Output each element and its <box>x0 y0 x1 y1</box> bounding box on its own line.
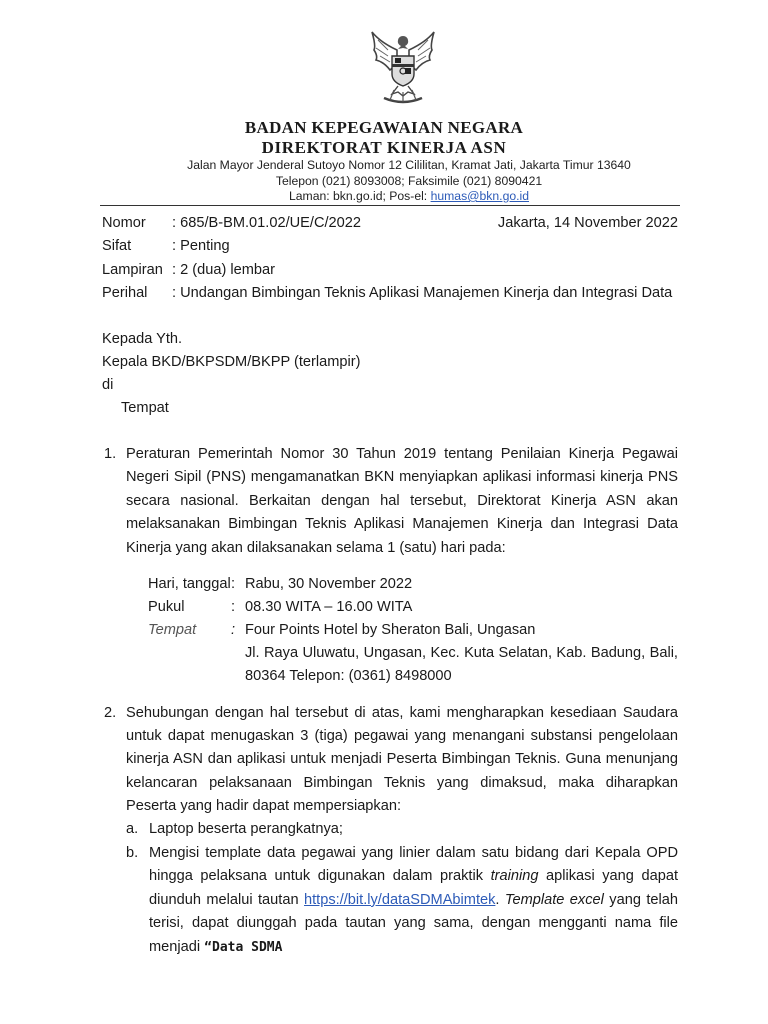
lampiran-label: Lampiran <box>102 262 163 278</box>
item-b-part4: yang telah terisi, dapat diunggah pada tautan yang sama, dengan mengganti nama file menjadi <box>149 891 678 955</box>
perihal-label: Perihal <box>102 285 148 301</box>
recipient-di: di <box>102 377 114 393</box>
item-a-label: a. <box>126 821 139 837</box>
item-b-template-excel: Template excel <box>504 891 604 908</box>
directorate-name: DIREKTORAT KINERJA ASN <box>261 138 507 157</box>
time-label: Pukul <box>148 599 185 615</box>
web-prefix: Laman: bkn.go.id; Pos-el: <box>288 189 431 203</box>
point-2-number: 2. <box>104 705 117 721</box>
day-value: Rabu, 30 November 2022 <box>245 576 413 592</box>
web-email-line <box>0 189 768 203</box>
header-divider <box>100 205 680 206</box>
place-label: Tempat <box>148 622 197 638</box>
day-label: Hari, tanggal <box>148 576 231 592</box>
item-a-text: Laptop beserta perangkatnya; <box>149 821 343 837</box>
address-line: Jalan Mayor Jenderal Sutoyo Nomor 12 Cililitan, Kramat Jati, Jakarta Timur 13640 <box>187 158 631 172</box>
point-1-text: Peraturan Pemerintah Nomor 30 Tahun 2019 tentang Penilaian Kinerja Pegawai Negeri Sipil (PNS) mengamanatkan BKN menyiapkan aplikasi informasi kinerja PNS secara nasional. Berkaitan dengan hal tersebut, Direktorat Kinerja ASN akan melaksanakan Bimbingan Teknis Aplikasi Manajemen Kinerja dan Integrasi Data Kinerja yang akan dilaksanakan selama 1 (satu) hari pada: <box>126 446 678 556</box>
sifat-label: Sifat <box>102 238 132 254</box>
email-link[interactable]: humas@bkn.go.id <box>430 189 529 203</box>
lampiran-value: : 2 (dua) lembar <box>172 262 276 278</box>
item-b-part3: . <box>495 891 505 908</box>
item-b-part1: Mengisi template data pegawai yang linier dalam satu bidang dari Kepala OPD hingga pelaksana untuk digunakan dalam praktik <box>149 845 678 885</box>
sifat-value: : Penting <box>172 238 230 254</box>
item-b-training: training <box>490 868 539 885</box>
phone-fax-line: Telepon (021) 8093008; Faksimile (021) 8090421 <box>275 174 543 188</box>
day-colon: : <box>231 576 236 592</box>
perihal-value: : Undangan Bimbingan Teknis Aplikasi Manajemen Kinerja dan Integrasi Data <box>172 285 673 301</box>
time-colon: : <box>231 599 236 615</box>
time-value: 08.30 WITA – 16.00 WITA <box>245 599 413 615</box>
recipient-place: Tempat <box>121 400 169 416</box>
place-value: Four Points Hotel by Sheraton Bali, Ungasan <box>245 622 536 638</box>
item-b-filename: “Data SDMA <box>204 939 283 955</box>
item-b-label: b. <box>126 845 139 861</box>
nomor-value: : 685/B-BM.01.02/UE/C/2022 <box>172 215 362 231</box>
point-1-number: 1. <box>104 446 117 462</box>
recipient-greeting: Kepada Yth. <box>102 331 183 347</box>
letter-date: Jakarta, 14 November 2022 <box>497 215 678 231</box>
item-b-text <box>149 842 678 959</box>
organization-name: BADAN KEPEGAWAIAN NEGARA <box>244 118 524 137</box>
template-download-link[interactable]: https://bit.ly/dataSDMAbimtek <box>304 891 496 908</box>
recipient-title: Kepala BKD/BKPSDM/BKPP (terlampir) <box>102 354 361 370</box>
garuda-emblem-icon <box>368 30 438 110</box>
place-address: Jl. Raya Uluwatu, Ungasan, Kec. Kuta Selatan, Kab. Badung, Bali, 80364 Telepon: (0361) 8498000 <box>245 645 678 684</box>
nomor-label: Nomor <box>102 215 146 231</box>
point-2-text: Sehubungan dengan hal tersebut di atas, kami mengharapkan kesediaan Saudara untuk dapat menugaskan 3 (tiga) pegawai yang menangani substansi pengelolaan kinerja ASN dan aplikasi untuk menjadi Peserta Bimbingan Teknis. Guna menunjang kelancaran pelaksanaan Bimbingan Teknis yang dimaksud, maka diharapkan Peserta yang hadir dapat mempersiapkan: <box>126 705 678 814</box>
place-colon: : <box>231 622 236 638</box>
item-b-part2: aplikasi yang dapat diunduh melalui tautan <box>149 868 678 908</box>
